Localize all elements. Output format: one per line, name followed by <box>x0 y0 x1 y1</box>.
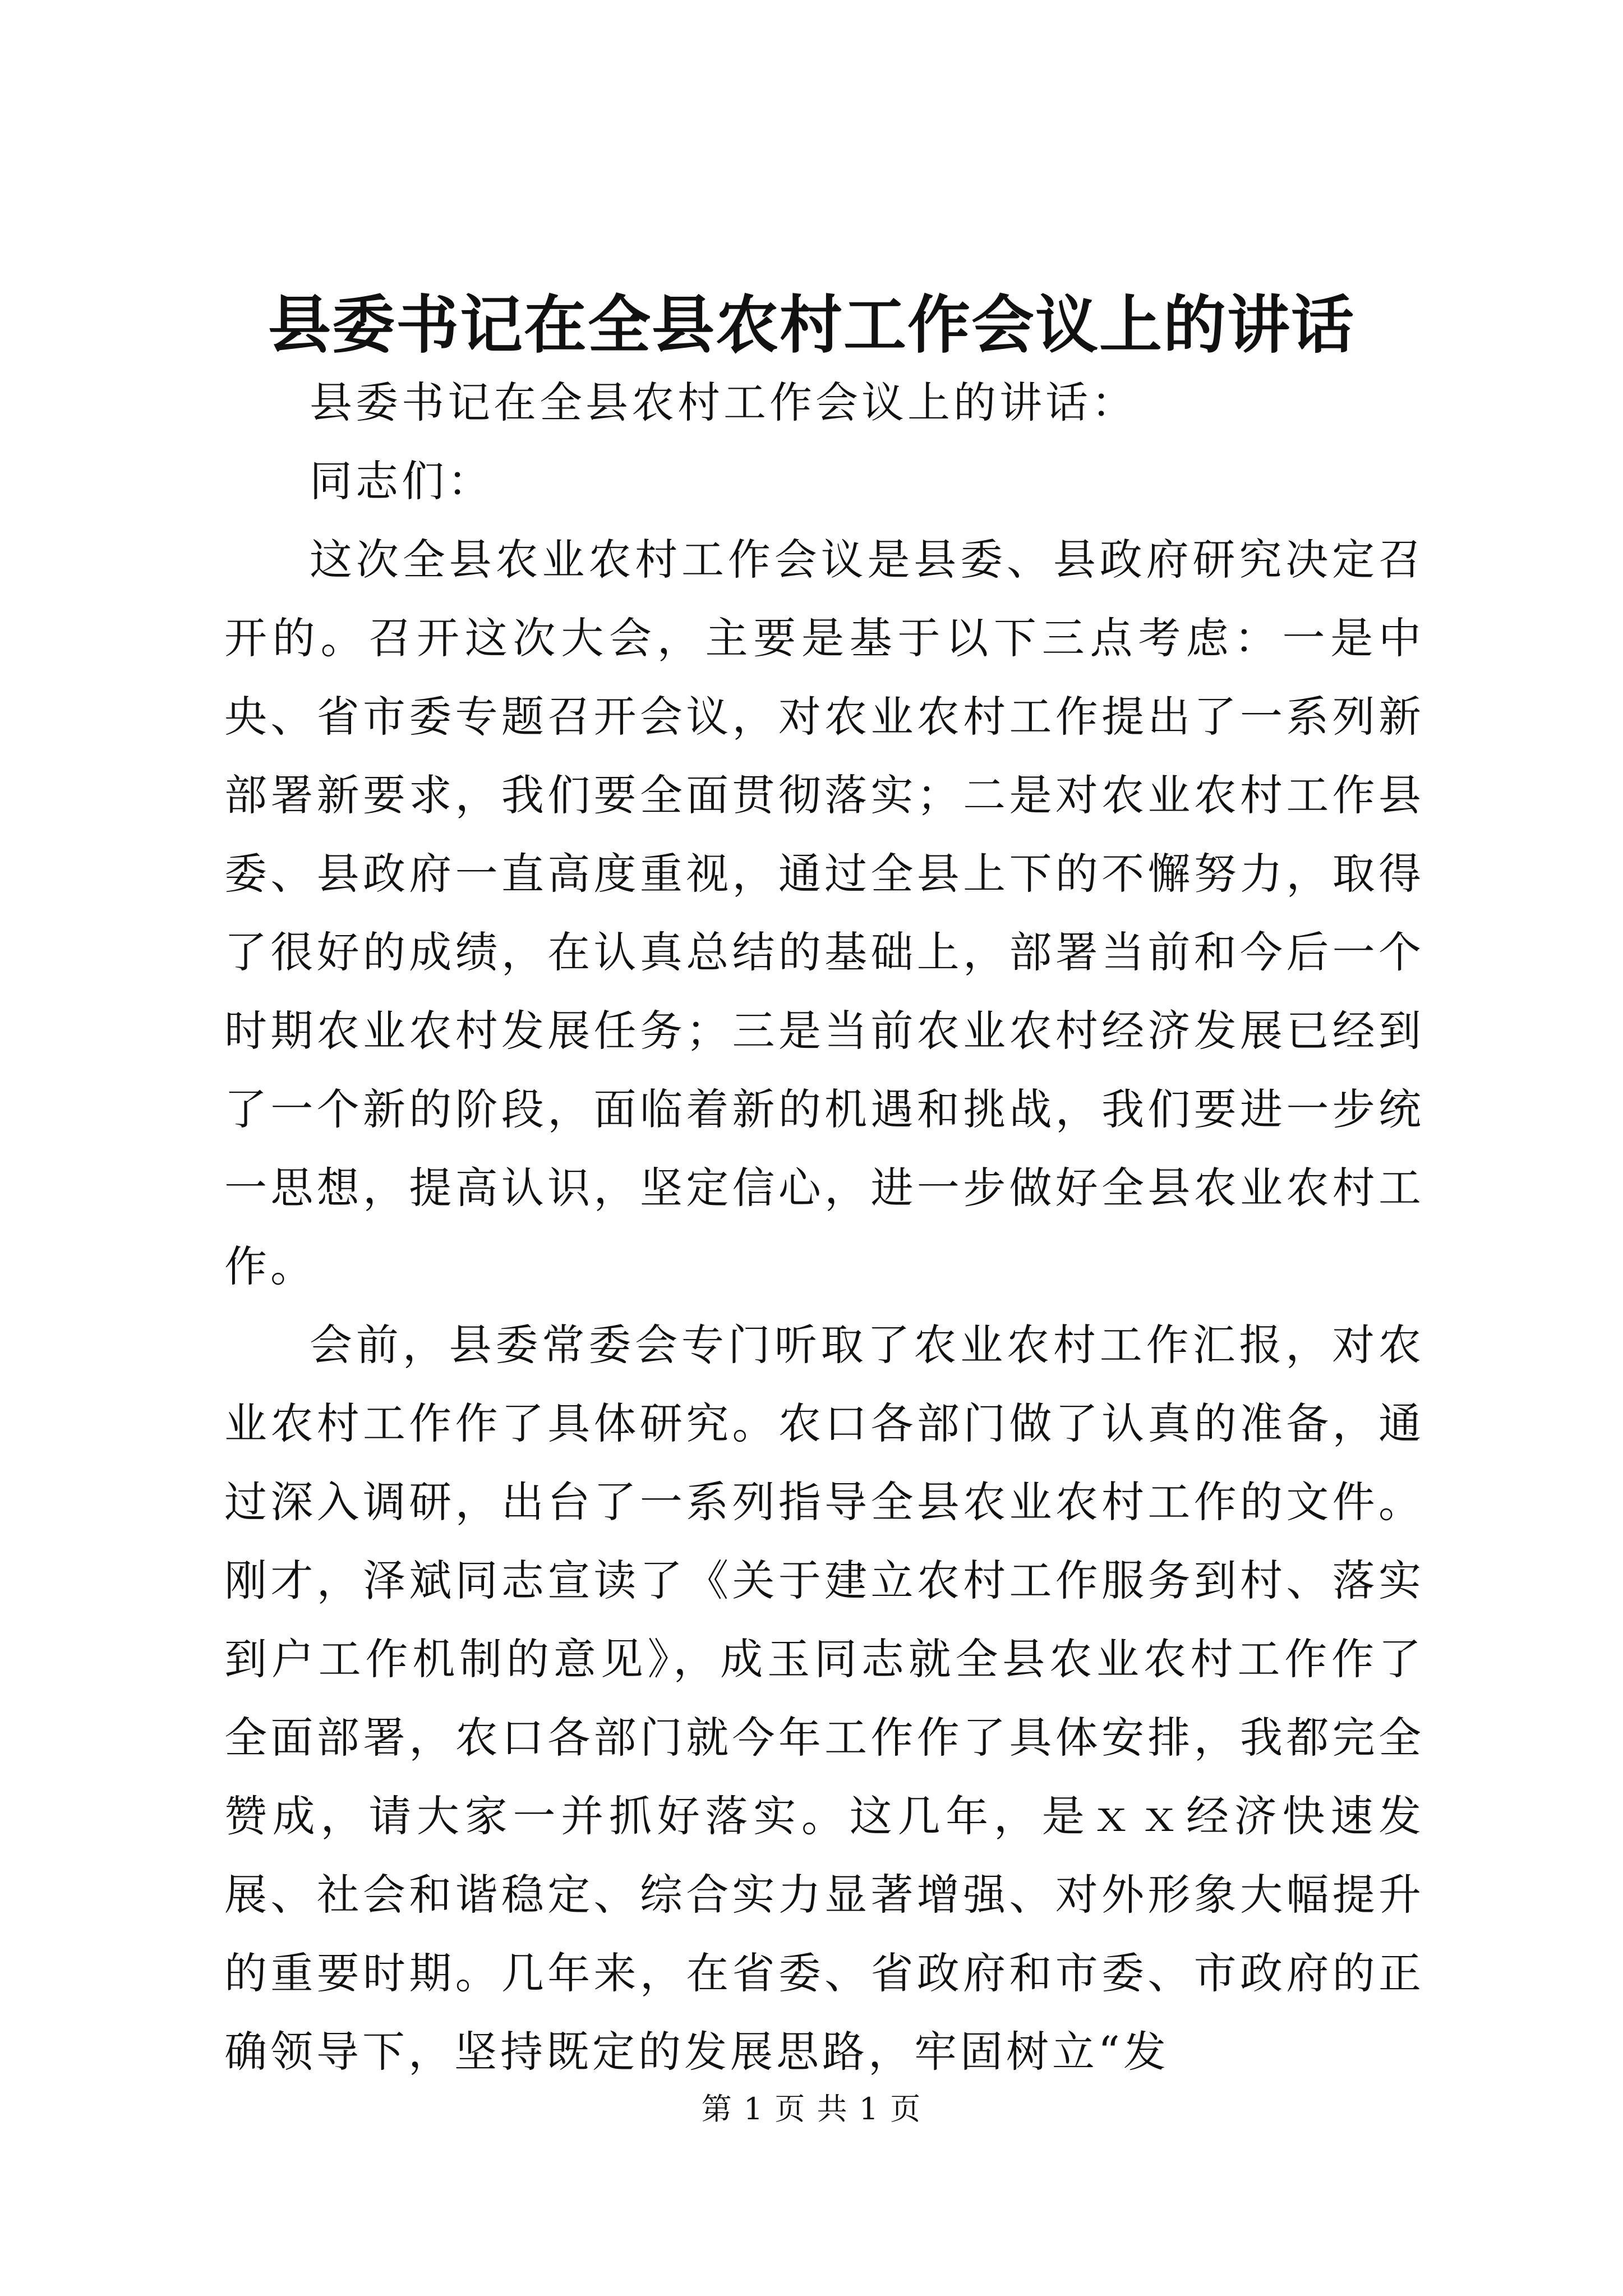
paragraph-1: 这次全县农业农村工作会议是县委、县政府研究决定召开的。召开这次大会，主要是基于以下三点考虑：一是中央、省市委专题召开会议，对农业农村工作提出了一系列新部署新要求，我们要全面贯彻落实；二是对农业农村工作县委、县政府一直高度重视，通过全县上下的不懈努力，取得了很好的成绩，在认真总结的基础上，部署当前和今后一个时期农业农村发展任务；三是当前农业农村经济发展已经到了一个新的阶段，面临着新的机遇和挑战，我们要进一步统一思想，提高认识，坚定信心，进一步做好全县农业农村工作。 <box>224 535 1424 1291</box>
document-title: 县委书记在全县农村工作会议上的讲话 <box>268 288 1355 362</box>
paragraph-salutation: 同志们： <box>310 456 494 506</box>
page-number-footer: 第 1 页 共 1 页 <box>701 2091 922 2127</box>
document-body <box>224 364 1424 2091</box>
paragraph-heading: 县委书记在全县农村工作会议上的讲话： <box>310 378 1137 427</box>
paragraph-2: 会前，县委常委会专门听取了农业农村工作汇报，对农业农村工作作了具体研究。农口各部门做了认真的准备，通过深入调研，出台了一系列指导全县农业农村工作的文件。刚才，泽斌同志宣读了《关于建立农村工作服务到村、落实到户工作机制的意见》，成玉同志就全县农业农村工作作了全面部署，农口各部门就今年工作作了具体安排，我都完全赞成，请大家一并抓好落实。这几年，是ｘｘ经济快速发展、社会和谐稳定、综合实力显著增强、对外形象大幅提升的重要时期。几年来，在省委、省政府和市委、市政府的正确领导下，坚持既定的发展思路，牢固树立“发 <box>224 1320 1424 2077</box>
